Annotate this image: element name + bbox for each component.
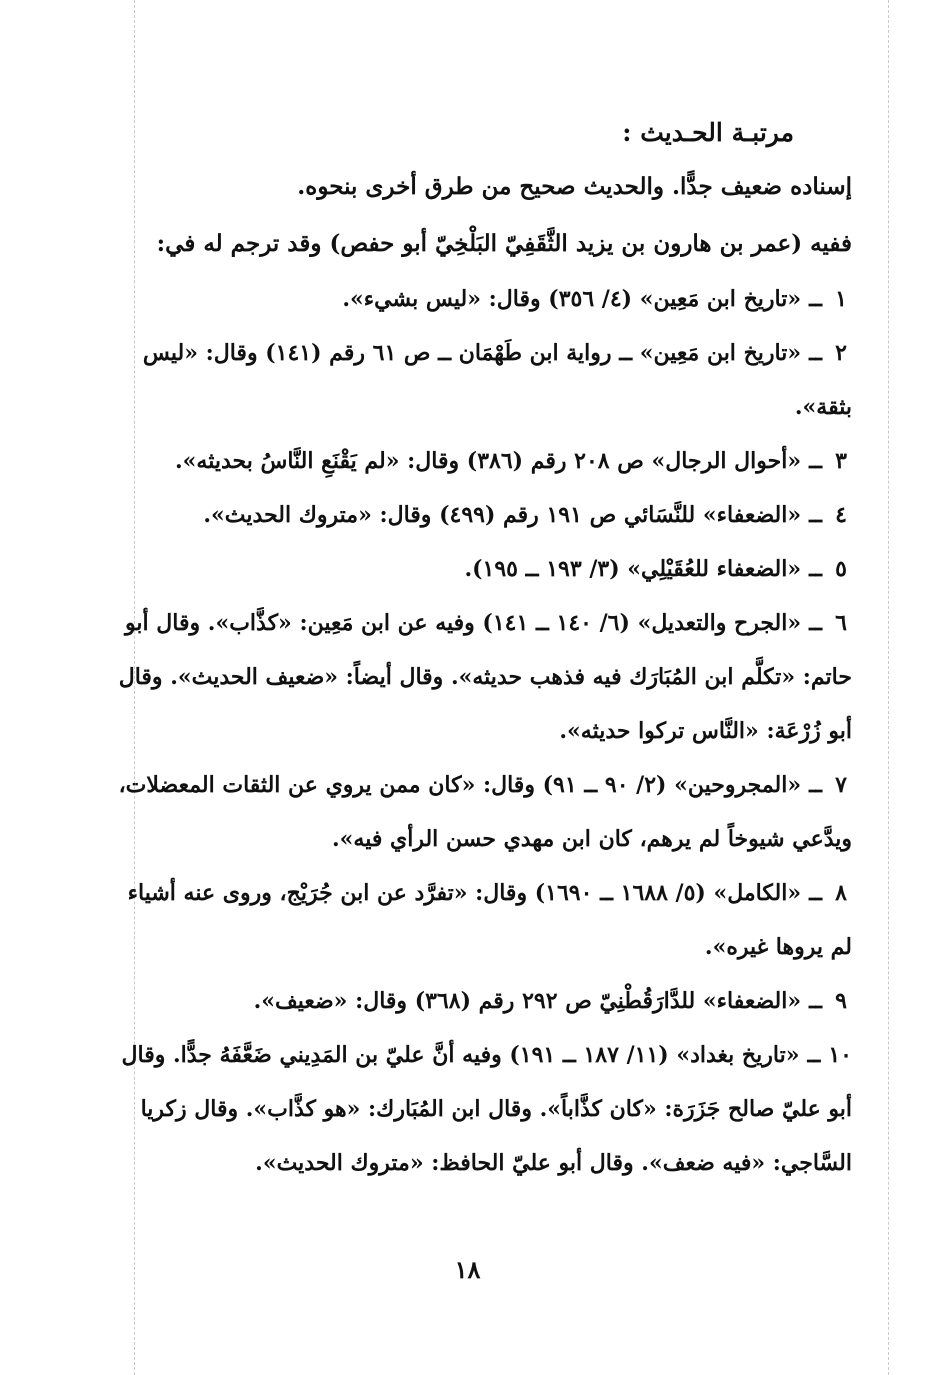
section-heading: مرتبـة الحـديث : [622,118,794,147]
item-text: «الضعفاء» للدَّارَقُطْنِيّ ص ٢٩٢ رقم (٣٦٨) وقال: «ضعيف». [253,988,802,1014]
scan-margin-line-right [888,0,889,1375]
list-item: ١٠ــ«تاريخ بغداد» (١١/ ١٨٧ ــ ١٩١) وفيه أنَّ عليّ بن المَدِيني ضَعَّفَهُ جدًّا. وقال أبو عليّ صالح جَزَرَة: «كان كذَّاباً». وقال ابن المُبَارك: «هو كذَّاب». وقال زكريا السَّاجي: «فيه ضعف». وقال أبو عليّ الحافظ: «متروك الحديث». [100,1028,852,1190]
list-item: ١ــ«تاريخ ابن مَعِين» (٤/ ٣٥٦) وقال: «ليس بشيء». [100,272,852,326]
intro-line-2: ففيه (عمر بن هارون بن يزيد الثَّقَفِيّ البَلْخِيّ أبو حفص) وقد ترجم له في: [156,230,852,257]
item-text: «الضعفاء للعُقَيْلِي» (٣/ ١٩٣ ــ ١٩٥). [464,556,802,582]
item-text: «تاريخ ابن مَعِين» (٤/ ٣٥٦) وقال: «ليس بشيء». [342,286,802,312]
item-text: «الضعفاء» للنَّسَائي ص ١٩١ رقم (٤٩٩) وقال: «متروك الحديث». [203,502,802,528]
item-number: ٣ [835,448,847,474]
item-number: ٥ [835,556,847,582]
item-number: ١ [835,286,847,312]
page-number: ١٨ [454,1255,481,1284]
item-number: ٩ [835,988,847,1014]
list-item: ٥ــ«الضعفاء للعُقَيْلِي» (٣/ ١٩٣ ــ ١٩٥). [100,542,852,596]
item-number: ١٠ [828,1042,852,1068]
item-text: «تاريخ ابن مَعِين» ــ رواية ابن طَهْمَان ــ ص ٦١ رقم (١٤١) وقال: «ليس بثقة». [142,340,852,420]
list-item: ٧ــ«المجروحين» (٢/ ٩٠ ــ ٩١) وقال: «كان ممن يروي عن الثقات المعضلات، ويدَّعي شيوخاً لم يرهم، كان ابن مهدي حسن الرأي فيه». [100,758,852,866]
item-number: ٧ [835,772,847,798]
item-text: «الجرح والتعديل» (٦/ ١٤٠ ــ ١٤١) وفيه عن ابن مَعِين: «كذَّاب». وقال أبو حاتم: «تكلَّم ابن المُبَارَك فيه فذهب حديثه». وقال أيضاً: «ضعيف الحديث». وقال أبو زُرْعَة: «النَّاس تركوا حديثه». [118,610,852,744]
list-item: ٣ــ«أحوال الرجال» ص ٢٠٨ رقم (٣٨٦) وقال: «لم يَقْنَعِ النَّاسُ بحديثه». [100,434,852,488]
intro-line-1: إسناده ضعيف جدًّا. والحديث صحيح من طرق أخرى بنحوه. [297,173,852,200]
list-item: ٩ــ«الضعفاء» للدَّارَقُطْنِيّ ص ٢٩٢ رقم (٣٦٨) وقال: «ضعيف». [100,974,852,1028]
item-text: «أحوال الرجال» ص ٢٠٨ رقم (٣٨٦) وقال: «لم يَقْنَعِ النَّاسُ بحديثه». [174,448,802,474]
item-text: «الكامل» (٥/ ١٦٨٨ ــ ١٦٩٠) وقال: «تفرَّد عن ابن جُرَيْج، وروى عنه أشياء لم يروها غيره». [127,880,852,960]
list-item: ٨ــ«الكامل» (٥/ ١٦٨٨ ــ ١٦٩٠) وقال: «تفرَّد عن ابن جُرَيْج، وروى عنه أشياء لم يروها غيره». [100,866,852,974]
item-number: ٦ [835,610,847,636]
main-text [100,108,852,1190]
list-item: ٢ــ«تاريخ ابن مَعِين» ــ رواية ابن طَهْمَان ــ ص ٦١ رقم (١٤١) وقال: «ليس بثقة». [100,326,852,434]
item-number: ٨ [835,880,847,906]
list-item: ٦ــ«الجرح والتعديل» (٦/ ١٤٠ ــ ١٤١) وفيه عن ابن مَعِين: «كذَّاب». وقال أبو حاتم: «تكلَّم ابن المُبَارَك فيه فذهب حديثه». وقال أيضاً: «ضعيف الحديث». وقال أبو زُرْعَة: «النَّاس تركوا حديثه». [100,596,852,758]
list-item: ٤ــ«الضعفاء» للنَّسَائي ص ١٩١ رقم (٤٩٩) وقال: «متروك الحديث». [100,488,852,542]
item-text: «تاريخ بغداد» (١١/ ١٨٧ ــ ١٩١) وفيه أنَّ عليّ بن المَدِيني ضَعَّفَهُ جدًّا. وقال أبو عليّ صالح جَزَرَة: «كان كذَّاباً». وقال ابن المُبَارك: «هو كذَّاب». وقال زكريا السَّاجي: «فيه ضعف». وقال أبو عليّ الحافظ: «متروك الحديث». [121,1042,852,1176]
item-number: ٤ [835,502,847,528]
item-text: «المجروحين» (٢/ ٩٠ ــ ٩١) وقال: «كان ممن يروي عن الثقات المعضلات، ويدَّعي شيوخاً لم يرهم، كان ابن مهدي حسن الرأي فيه». [118,772,852,852]
item-number: ٢ [835,340,847,366]
